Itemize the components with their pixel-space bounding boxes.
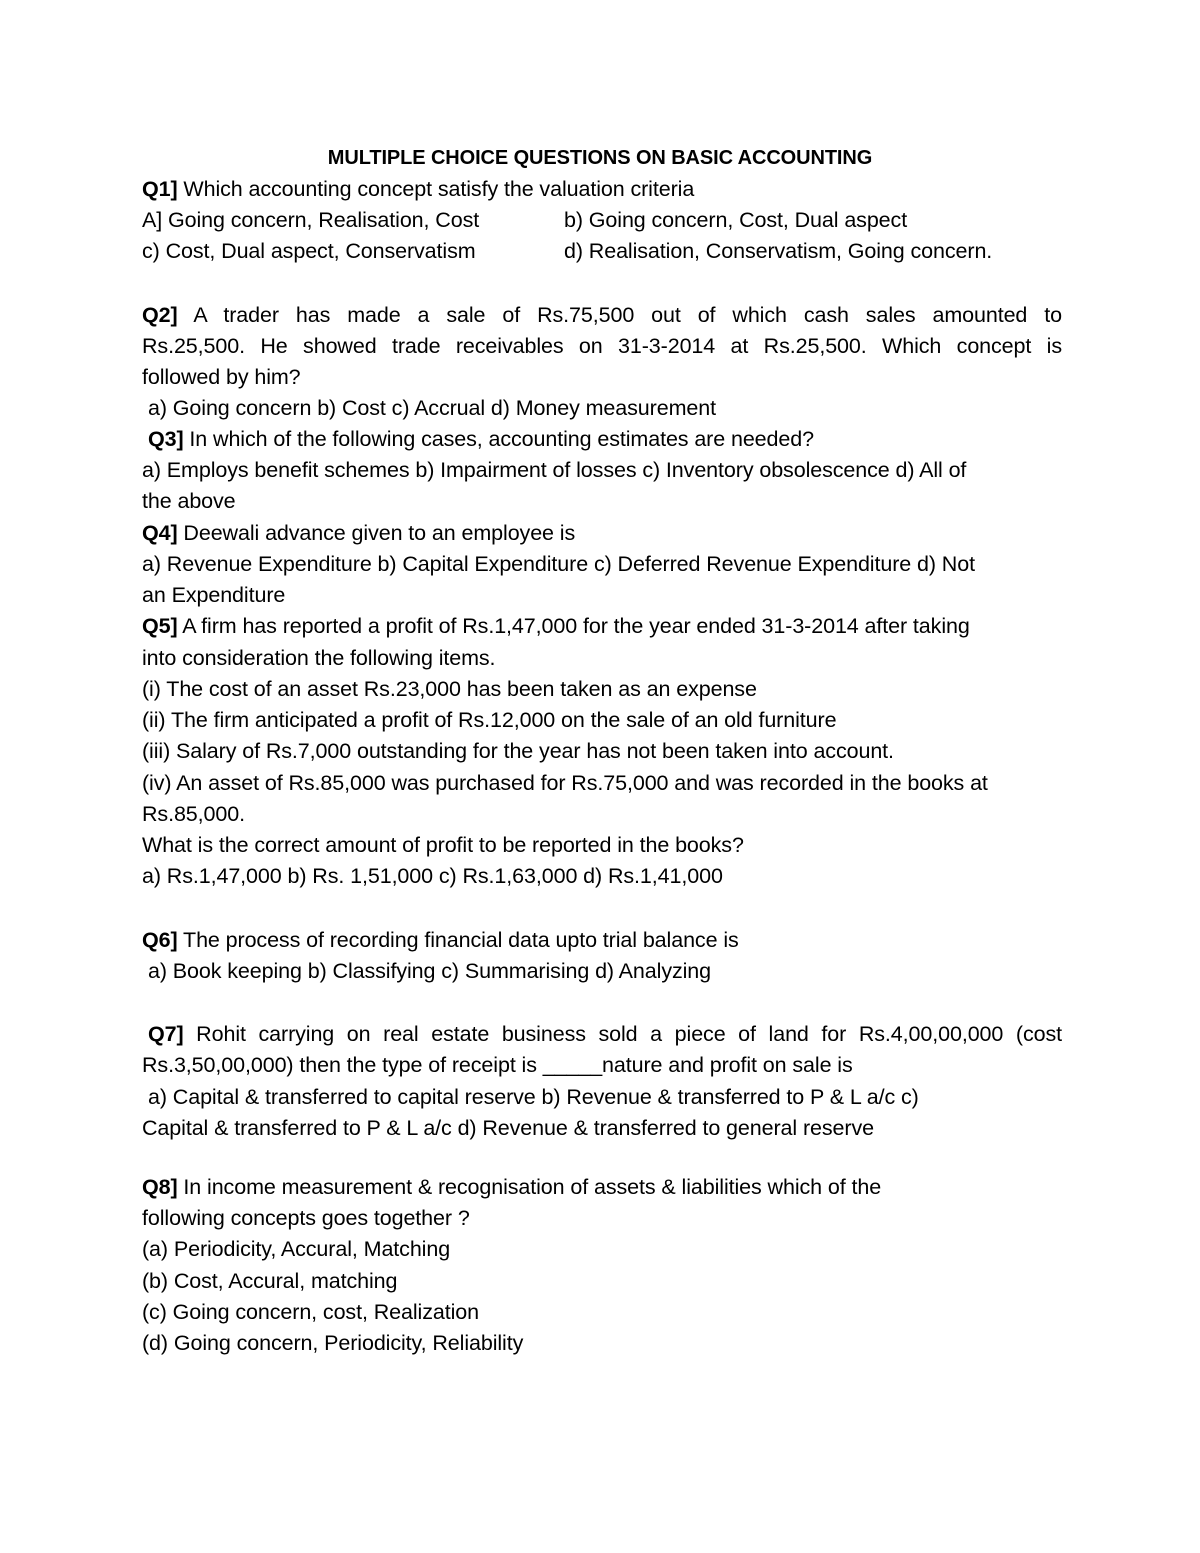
- q7-question-line-2: Rs.3,50,00,000) then the type of receipt is _____nature and profit on sale is: [142, 1053, 853, 1077]
- q5-number: Q5]: [142, 614, 178, 638]
- q1-options-row-2: [142, 236, 1062, 267]
- q1-option-d: d) Realisation, Conservatism, Going concern.: [564, 239, 993, 263]
- q8-question-line-2: following concepts goes together ?: [142, 1206, 470, 1230]
- q4-text: Deewali advance given to an employee is: [177, 521, 576, 545]
- q1-option-a: A] Going concern, Realisation, Cost: [142, 208, 480, 232]
- q5-question-line-2: into consideration the following items.: [142, 646, 496, 670]
- q2-question-line-3: followed by him?: [142, 365, 301, 389]
- q5-item-4-line-2: Rs.85,000.: [142, 802, 245, 826]
- q6-text: The process of recording financial data upto trial balance is: [177, 928, 739, 952]
- document-title: MULTIPLE CHOICE QUESTIONS ON BASIC ACCOUNTING: [327, 147, 873, 169]
- q2-text-1: A trader has made a sale of Rs.75,500 out of which cash sales amounted to: [177, 303, 1062, 327]
- q5-item-4-line-1: (iv) An asset of Rs.85,000 was purchased for Rs.75,000 and was recorded in the books at: [142, 771, 988, 795]
- q5-options: a) Rs.1,47,000 b) Rs. 1,51,000 c) Rs.1,63,000 d) Rs.1,41,000: [142, 864, 723, 888]
- q8-option-d: (d) Going concern, Periodicity, Reliability: [142, 1331, 524, 1355]
- q7-question-line-1: [142, 1019, 1062, 1050]
- q8-option-b: (b) Cost, Accural, matching: [142, 1269, 398, 1293]
- q2-question-line-1: [142, 300, 1062, 331]
- q2-question-line-2: Rs.25,500. He showed trade receivables on 31-3-2014 at Rs.25,500. Which concept is: [142, 334, 1062, 358]
- q1-question: [142, 174, 1062, 205]
- q8-number: Q8]: [142, 1175, 178, 1199]
- q5-question-line-1: [142, 611, 1062, 642]
- q5-item-3: (iii) Salary of Rs.7,000 outstanding for the year has not been taken into account.: [142, 739, 894, 763]
- q8-option-a: (a) Periodicity, Accural, Matching: [142, 1237, 451, 1261]
- q4-number: Q4]: [142, 521, 178, 545]
- q5-text-1: A firm has reported a profit of Rs.1,47,000 for the year ended 31-3-2014 after taking: [177, 614, 970, 638]
- q8-text-1: In income measurement & recognisation of assets & liabilities which of the: [177, 1175, 882, 1199]
- q5-item-1: (i) The cost of an asset Rs.23,000 has been taken as an expense: [142, 677, 757, 701]
- q1-number: Q1]: [142, 177, 178, 201]
- q4-options-line-2: an Expenditure: [142, 583, 286, 607]
- q2-number: Q2]: [142, 303, 178, 327]
- q6-question: [142, 925, 1062, 956]
- q4-options-line-1: a) Revenue Expenditure b) Capital Expenditure c) Deferred Revenue Expenditure d) Not: [142, 552, 975, 576]
- q3-options-line-1: a) Employs benefit schemes b) Impairment of losses c) Inventory obsolescence d) All of: [142, 458, 967, 482]
- q3-text: In which of the following cases, accounting estimates are needed?: [183, 427, 814, 451]
- q3-number: Q3]: [148, 427, 184, 451]
- q3-question: [142, 424, 1068, 455]
- q1-option-c: c) Cost, Dual aspect, Conservatism: [142, 239, 476, 263]
- q6-number: Q6]: [142, 928, 178, 952]
- q1-option-b: b) Going concern, Cost, Dual aspect: [564, 208, 908, 232]
- q7-options-line-2: Capital & transferred to P & L a/c d) Revenue & transferred to general reserve: [142, 1116, 874, 1140]
- q3-options-line-2: the above: [142, 489, 236, 513]
- q7-text-1: Rohit carrying on real estate business sold a piece of land for Rs.4,00,00,000 (cost: [183, 1022, 1062, 1046]
- q8-option-c: (c) Going concern, cost, Realization: [142, 1300, 479, 1324]
- q1-options-row-1: [142, 205, 1062, 236]
- q8-question-line-1: [142, 1172, 1062, 1203]
- q4-question: [142, 518, 1062, 549]
- q2-options: a) Going concern b) Cost c) Accrual d) Money measurement: [148, 396, 716, 420]
- q7-options-line-1: a) Capital & transferred to capital reserve b) Revenue & transferred to P & L a/c c): [148, 1085, 919, 1109]
- q1-text: Which accounting concept satisfy the valuation criteria: [177, 177, 695, 201]
- q5-prompt: What is the correct amount of profit to be reported in the books?: [142, 833, 744, 857]
- q6-options: a) Book keeping b) Classifying c) Summarising d) Analyzing: [148, 959, 712, 983]
- q5-item-2: (ii) The firm anticipated a profit of Rs.12,000 on the sale of an old furniture: [142, 708, 837, 732]
- q7-number: Q7]: [148, 1022, 184, 1046]
